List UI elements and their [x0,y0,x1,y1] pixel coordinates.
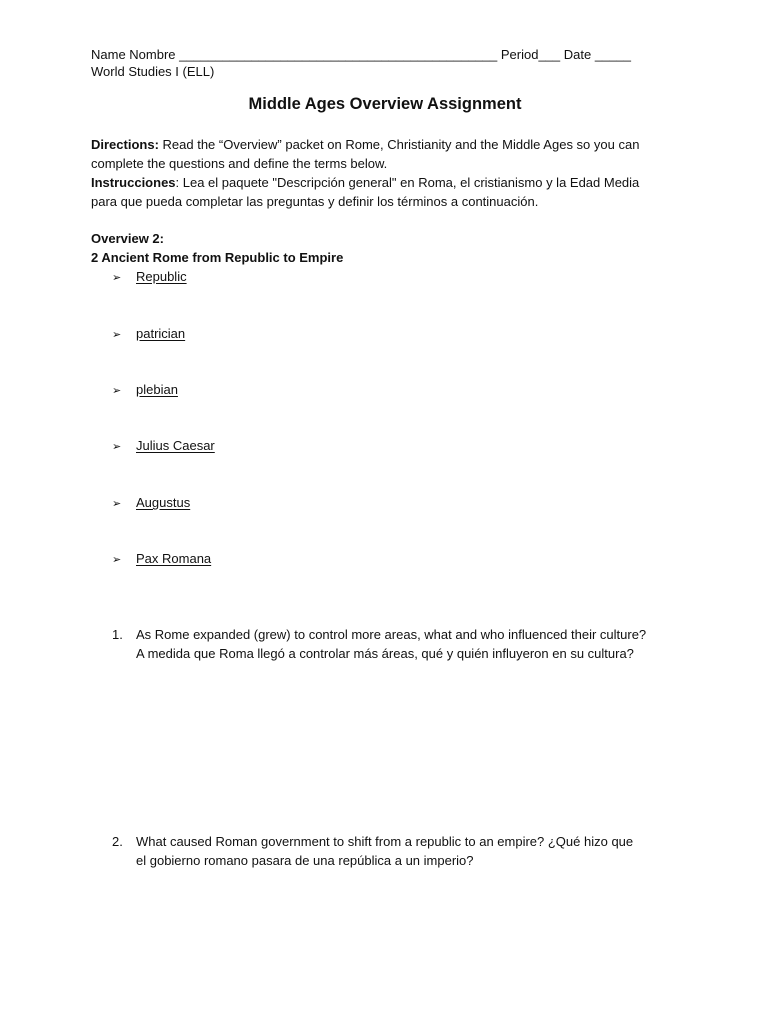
directions-english-line-2: complete the questions and define the terms below. [91,156,388,171]
term-label: Julius Caesar [136,438,215,453]
directions-spanish-line-1 [91,174,639,191]
term-label: plebian [136,382,178,397]
arrow-bullet-icon: ➢ [112,554,122,566]
question-text [136,832,696,870]
question-number: 1. [112,627,123,642]
directions-english-line-1 [91,136,639,153]
term-item [112,437,215,456]
arrow-bullet-icon: ➢ [112,385,122,397]
question-line-1: What caused Roman government to shift from a republic to an empire? ¿Qué hizo que [136,834,634,849]
directions-spanish-line-2: para que pueda completar las preguntas y definir los términos a continuación. [91,194,539,209]
term-label: Pax Romana [136,551,212,566]
instrucciones-text: : Lea el paquete "Descripción general" en Roma, el cristianismo y la Edad Media [175,175,640,190]
name-period-date-line: Name Nombre ____________________________________________ Period___ Date _____ [91,47,631,62]
term-item [112,268,187,287]
directions-text: Read the “Overview” packet on Rome, Christianity and the Middle Ages so you can [158,137,640,152]
term-label: patrician [136,326,186,341]
question-english: As Rome expanded (grew) to control more areas, what and who influenced their culture? [136,627,647,642]
directions-label: Directions: [91,137,159,152]
arrow-bullet-icon: ➢ [112,441,122,453]
term-item [112,325,185,344]
question-text [136,625,696,663]
section-heading-topic: 2 Ancient Rome from Republic to Empire [91,250,344,265]
term-item [112,494,190,513]
term-label: Republic [136,269,187,284]
page-title: Middle Ages Overview Assignment [248,95,522,113]
term-item [112,550,211,569]
course-name: World Studies I (ELL) [91,64,215,79]
arrow-bullet-icon: ➢ [112,272,122,284]
arrow-bullet-icon: ➢ [112,498,122,510]
section-heading-overview: Overview 2: [91,231,164,246]
term-item [112,381,178,400]
instrucciones-label: Instrucciones [91,175,176,190]
question-spanish: A medida que Roma llegó a controlar más áreas, qué y quién influyeron en su cultura? [136,646,634,661]
question-number: 2. [112,834,123,849]
term-label: Augustus [136,495,191,510]
arrow-bullet-icon: ➢ [112,329,122,341]
question-line-2: el gobierno romano pasara de una república a un imperio? [136,853,474,868]
